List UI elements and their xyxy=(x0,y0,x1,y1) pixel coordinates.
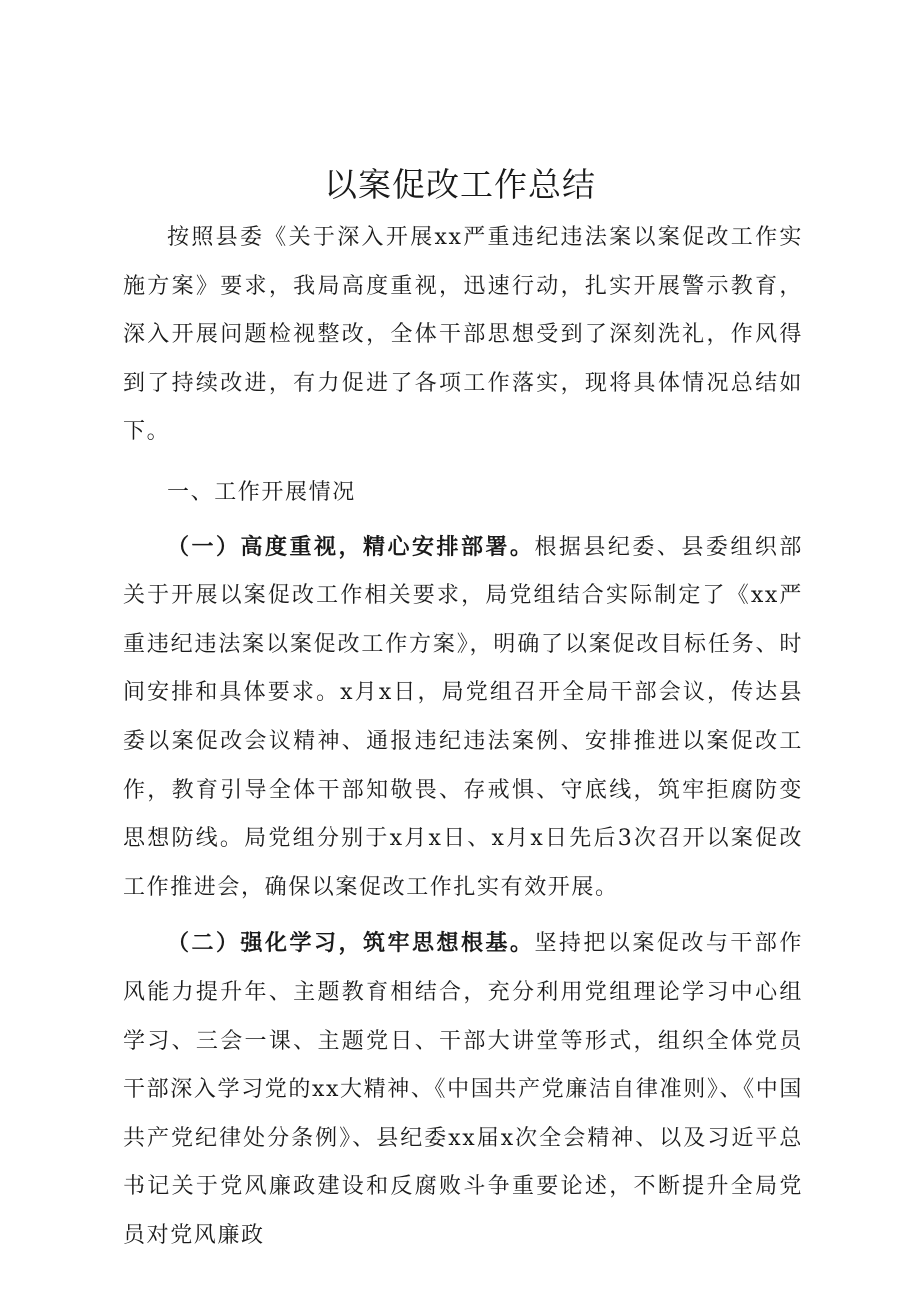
section-heading: 一、工作开展情况 xyxy=(167,479,356,505)
item-lead-2: （二）强化学习，筑牢思想根基。 xyxy=(167,931,535,957)
item-lead-1: （一）高度重视，精心安排部署。 xyxy=(167,534,535,560)
item-body-1: 根据县纪委、县委组织部关于开展以案促改工作相关要求，局党组结合实际制定了《xx严重违纪违法案以案促改工作方案》，明确了以案促改目标任务、时间安排和具体要求。x月x日，局党组召开全局干部会议，传达县委以案促改会议精神、通报违纪违法案例、安排推进以案促改工作，教育引导全体干部知敬畏、存戒惧、守底线，筑牢拒腐防变思想防线。局党组分别于x月x日、x月x日先后3次召开以案促改工作推进会，确保以案促改工作扎实有效开展。 xyxy=(123,534,803,900)
item-body-2: 坚持把以案促改与干部作风能力提升年、主题教育相结合，充分利用党组理论学习中心组学习、三会一课、主题党日、干部大讲堂等形式，组织全体党员干部深入学习党的xx大精神、《中国共产党廉洁自律准则》、《中国共产党纪律处分条例》、县纪委xx届x次全会精神、以及习近平总书记关于党风廉政建设和反腐败斗争重要论述，不断提升全局党员对党风廉政 xyxy=(123,931,803,1248)
item-paragraph-1 xyxy=(123,524,803,913)
document-title: 以案促改工作总结 xyxy=(324,165,596,204)
document-body xyxy=(123,214,803,1260)
item-paragraph-2 xyxy=(123,920,803,1260)
intro-paragraph: 按照县委《关于深入开展xx严重违纪违法案以案促改工作实施方案》要求，我局高度重视，迅速行动，扎实开展警示教育，深入开展问题检视整改，全体干部思想受到了深刻洗礼，作风得到了持续改进，有力促进了各项工作落实，现将具体情况总结如下。 xyxy=(123,225,803,445)
